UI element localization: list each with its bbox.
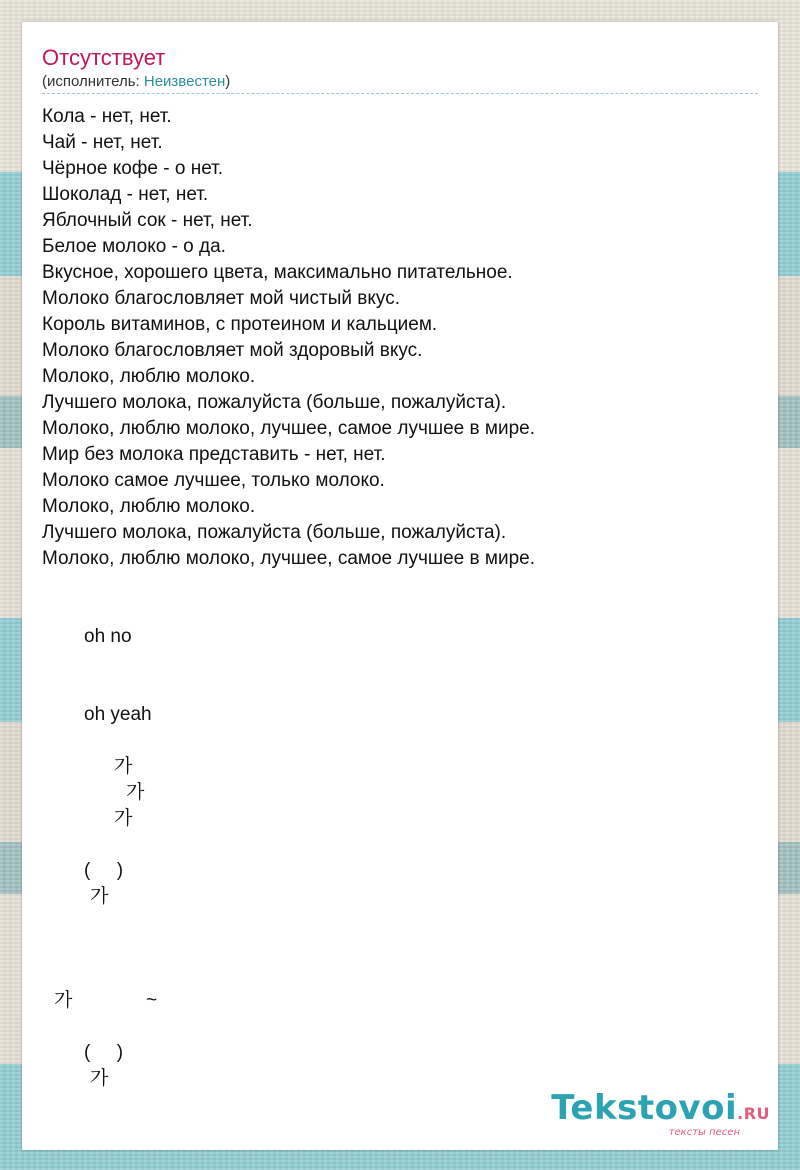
- lyric-line: Мир без молока представить - нет, нет.: [42, 444, 386, 465]
- lyric-ga: 가: [90, 1068, 109, 1089]
- lyric-parenthesis: ( ): [84, 860, 124, 881]
- artist-line: [42, 72, 230, 92]
- lyric-line: Кола - нет, нет.: [42, 106, 172, 127]
- lyric-line: Молоко благословляет мой здоровый вкус.: [42, 340, 423, 361]
- lyric-line: Вкусное, хорошего цвета, максимально питательное.: [42, 262, 513, 283]
- lyric-tilde: ~: [146, 990, 158, 1011]
- lyric-line: Чай - нет, нет.: [42, 132, 163, 153]
- lyrics-text: [42, 104, 535, 572]
- header-divider: [42, 93, 758, 94]
- lyric-line: Молоко самое лучшее, только молоко.: [42, 470, 385, 491]
- lyric-line: Молоко благословляет мой чистый вкус.: [42, 288, 400, 309]
- lyric-oh-no: oh no: [84, 626, 132, 647]
- lyric-line: Шоколад - нет, нет.: [42, 184, 209, 205]
- lyric-parenthesis: ( ): [84, 1042, 124, 1063]
- lyric-line: Король витаминов, с протеином и кальцием.: [42, 314, 438, 335]
- logo-wordmark: Tekstovoi: [551, 1088, 738, 1128]
- logo-subtitle: тексты песен: [668, 1127, 740, 1138]
- lyric-ga: 가: [114, 756, 133, 777]
- song-title: Отсутствует: [42, 45, 166, 70]
- lyric-line: Лучшего молока, пожалуйста (больше, пожалуйста).: [42, 392, 507, 413]
- lyric-line: Чёрное кофе - о нет.: [42, 158, 224, 179]
- logo-tld: .RU: [737, 1104, 770, 1123]
- lyrics-card: [22, 22, 778, 1150]
- lyric-ga: 가: [54, 990, 73, 1011]
- artist-link[interactable]: Неизвестен: [143, 73, 226, 90]
- lyric-line: Яблочный сок - нет, нет.: [42, 210, 253, 231]
- artist-prefix: (исполнитель:: [42, 73, 144, 90]
- artist-suffix: ): [225, 73, 231, 90]
- lyric-line: Молоко, люблю молоко, лучшее, самое лучшее в мире.: [42, 418, 535, 439]
- lyric-ga: 가: [114, 808, 133, 829]
- lyric-ga: 가: [90, 886, 109, 907]
- tekstovoi-logo[interactable]: [551, 1088, 770, 1138]
- lyric-line: Белое молоко - о да.: [42, 236, 226, 257]
- lyric-line: Молоко, люблю молоко.: [42, 496, 256, 517]
- lyric-oh-yeah: oh yeah: [84, 704, 152, 725]
- lyric-line: Молоко, люблю молоко.: [42, 366, 256, 387]
- lyric-line: Лучшего молока, пожалуйста (больше, пожалуйста).: [42, 522, 507, 543]
- lyric-line: Молоко, люблю молоко, лучшее, самое лучшее в мире.: [42, 548, 535, 569]
- lyric-ga: 가: [126, 782, 145, 803]
